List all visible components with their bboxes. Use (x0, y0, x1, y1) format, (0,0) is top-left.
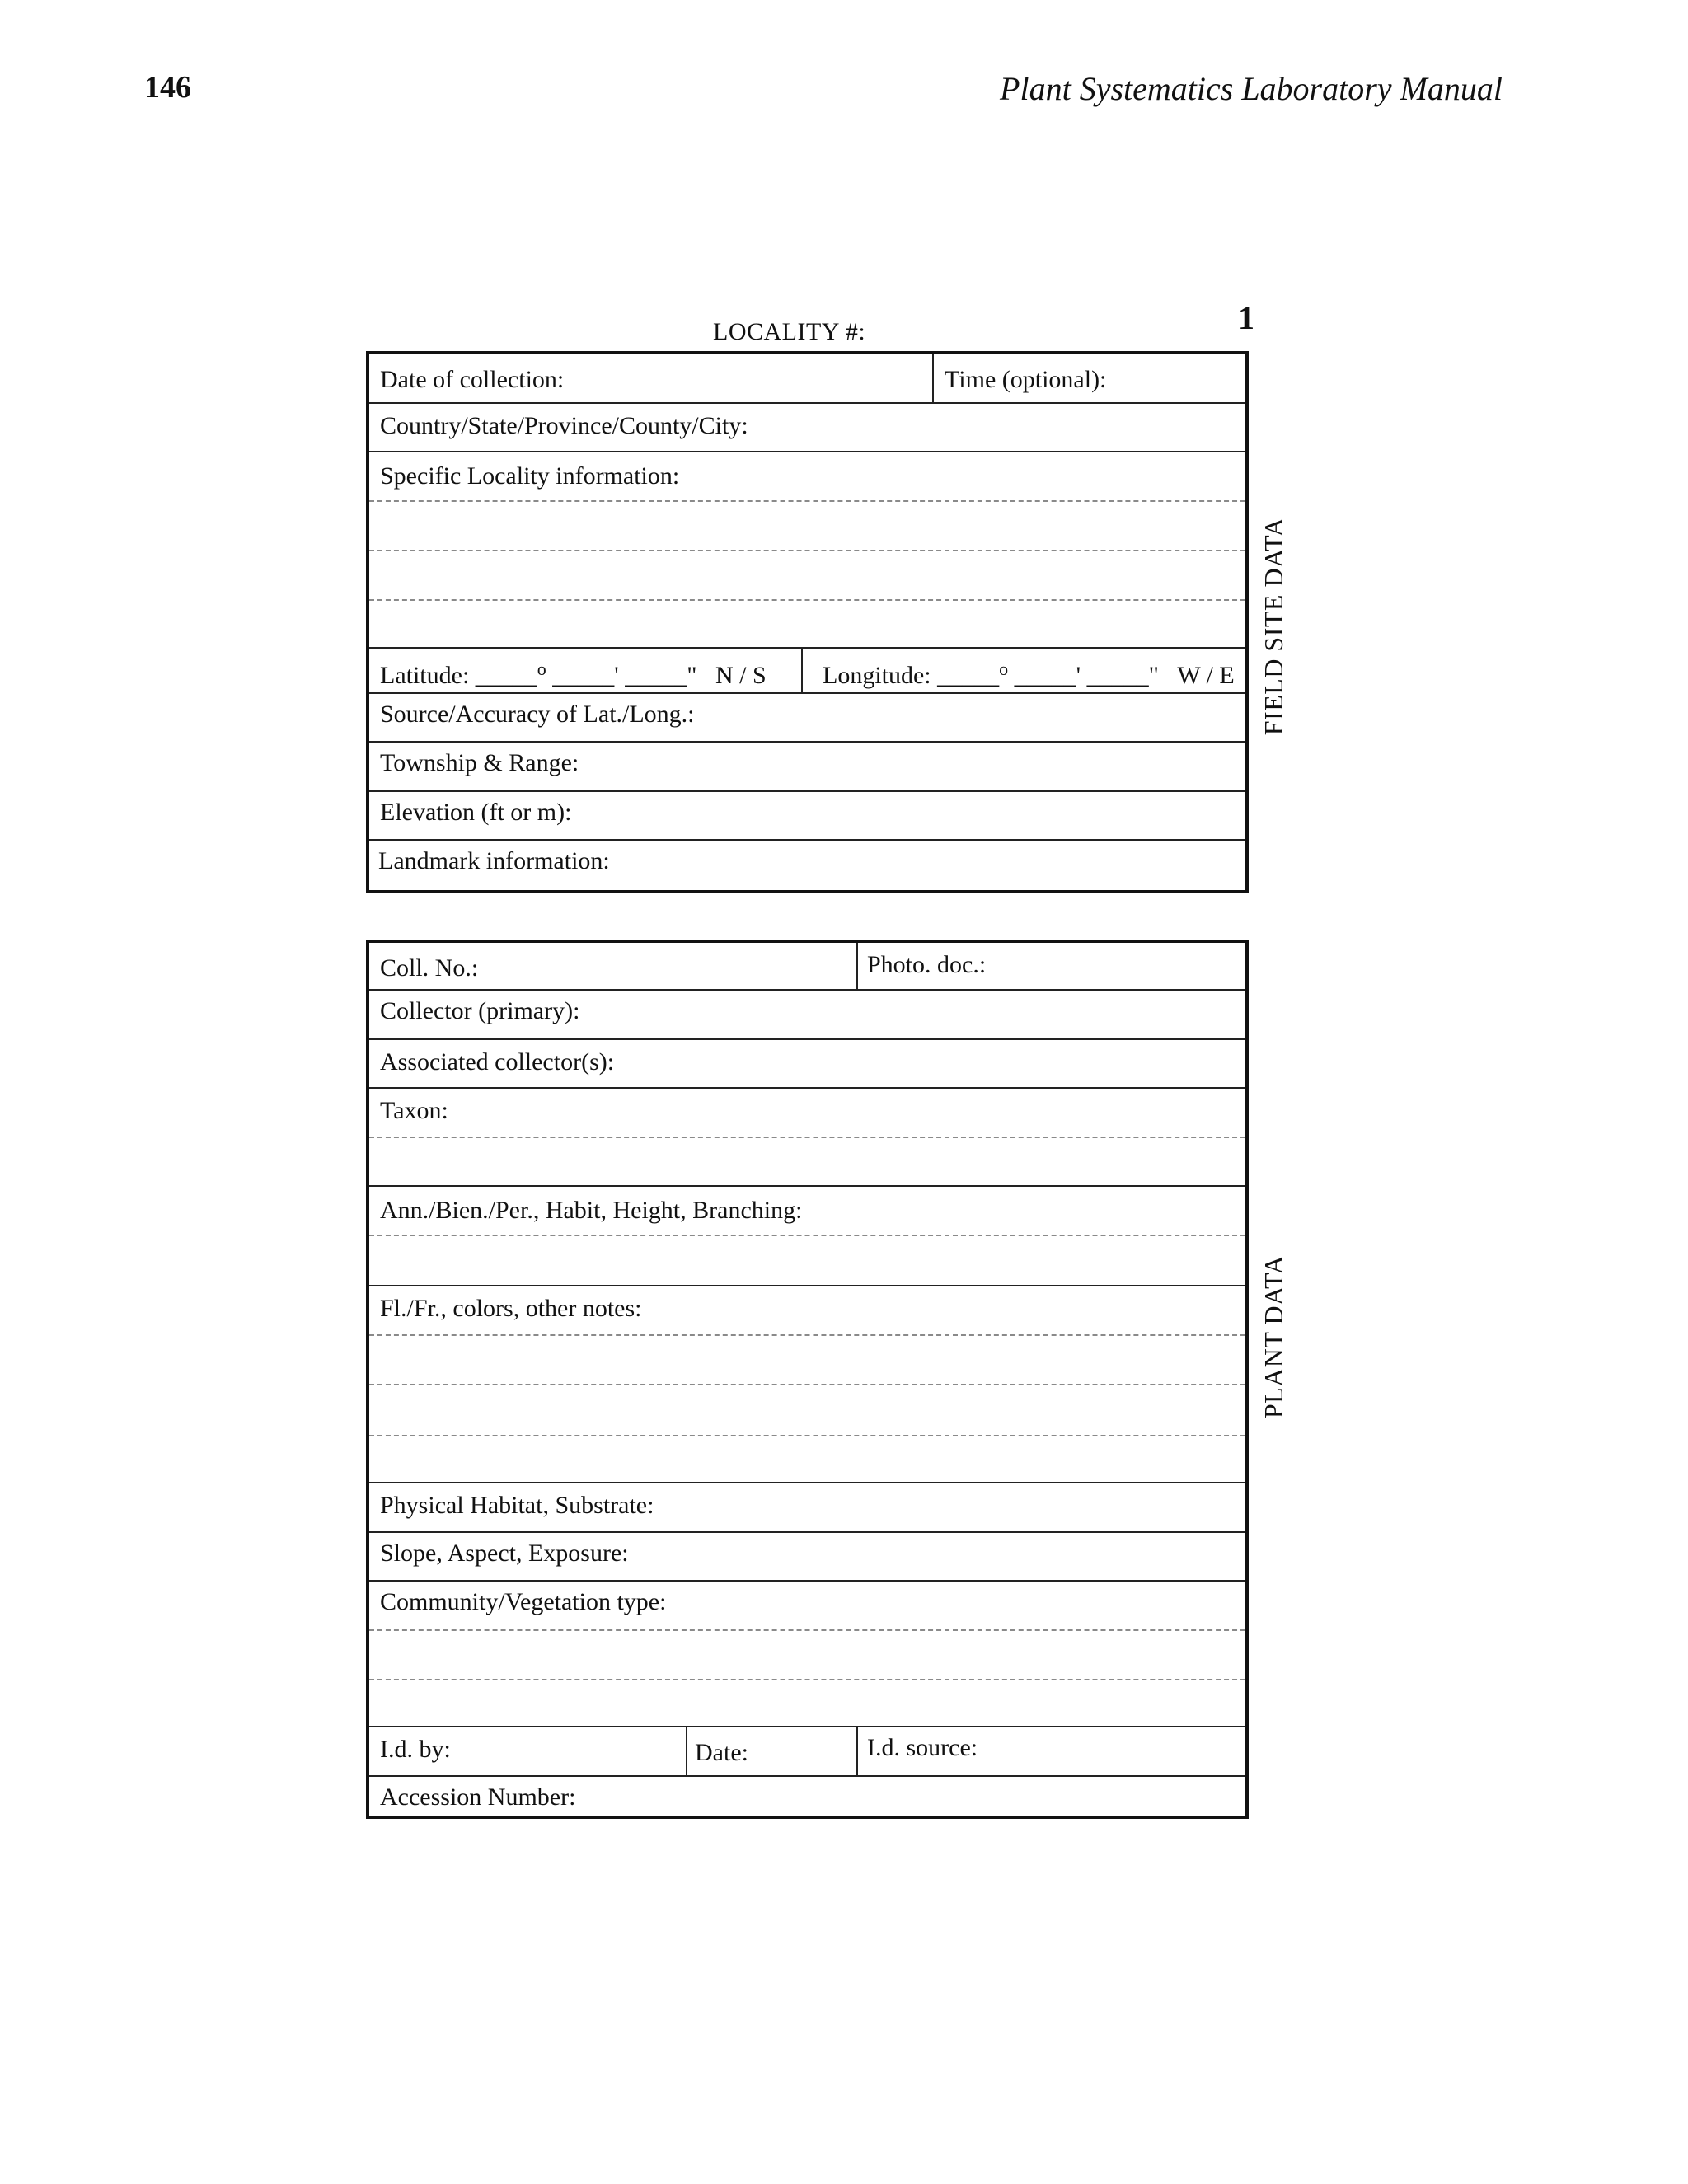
plant-data-side-label: PLANT DATA (1259, 1254, 1288, 1419)
id-source-field[interactable] (858, 1727, 1245, 1775)
longitude-field[interactable] (803, 649, 1245, 692)
locality-label: LOCALITY #: (713, 318, 866, 345)
writing-line (369, 550, 1245, 551)
latitude-field[interactable] (369, 649, 803, 692)
photo-doc-field[interactable] (858, 943, 1245, 989)
id-source-label: I.d. source: (867, 1734, 978, 1761)
flowers-fruits-block[interactable] (369, 1286, 1245, 1483)
collector-primary-label: Collector (primary): (380, 997, 580, 1024)
physical-habitat-label: Physical Habitat, Substrate: (380, 1492, 654, 1519)
coll-photo-row (369, 943, 1245, 991)
page-number: 146 (144, 70, 191, 105)
writing-line (369, 1629, 1245, 1631)
coll-no-field[interactable] (369, 943, 858, 989)
elevation-label: Elevation (ft or m): (380, 799, 572, 826)
plant-data-card (366, 940, 1249, 1819)
landmark-row[interactable] (369, 841, 1245, 890)
accession-number-label: Accession Number: (380, 1783, 576, 1811)
writing-line (369, 500, 1245, 502)
writing-line (369, 1679, 1245, 1680)
longitude-label: Longitude: _____$^o$ _____' _____" W / E (823, 658, 1235, 689)
specific-locality-block[interactable] (369, 452, 1245, 649)
collector-primary-row[interactable] (369, 991, 1245, 1040)
specific-locality-label: Specific Locality information: (380, 462, 680, 490)
community-block[interactable] (369, 1582, 1245, 1727)
flowers-fruits-label: Fl./Fr., colors, other notes: (380, 1295, 642, 1322)
writing-line (369, 1137, 1245, 1138)
photo-doc-label: Photo. doc.: (867, 951, 987, 978)
source-accuracy-row[interactable] (369, 694, 1245, 743)
field-site-data-side-label: FIELD SITE DATA (1259, 517, 1288, 736)
time-optional-label: Time (optional): (945, 366, 1107, 393)
date-of-collection-label: Date of collection: (380, 366, 565, 393)
township-range-label: Township & Range: (380, 749, 579, 776)
date-of-collection-field[interactable] (369, 354, 934, 402)
id-date-field[interactable] (687, 1727, 858, 1775)
coll-no-label: Coll. No.: (380, 954, 479, 982)
country-row[interactable] (369, 404, 1245, 452)
habit-block[interactable] (369, 1187, 1245, 1286)
id-by-field[interactable] (369, 1727, 687, 1775)
writing-line (369, 1334, 1245, 1336)
writing-line (369, 599, 1245, 601)
lat-long-row (369, 649, 1245, 694)
writing-line (369, 1435, 1245, 1436)
source-accuracy-label: Source/Accuracy of Lat./Long.: (380, 701, 695, 728)
slope-label: Slope, Aspect, Exposure: (380, 1540, 629, 1567)
elevation-row[interactable] (369, 792, 1245, 841)
accession-number-row[interactable] (369, 1777, 1245, 1819)
running-head: Plant Systematics Laboratory Manual (1000, 70, 1503, 107)
id-by-label: I.d. by: (380, 1736, 451, 1763)
writing-line (369, 1384, 1245, 1385)
writing-line (369, 1235, 1245, 1236)
taxon-label: Taxon: (380, 1097, 448, 1124)
landmark-label: Landmark information: (378, 847, 610, 874)
country-state-label: Country/State/Province/County/City: (380, 412, 748, 439)
identification-row (369, 1727, 1245, 1777)
form-number: 1 (1238, 299, 1254, 336)
associated-collectors-row[interactable] (369, 1040, 1245, 1089)
time-field[interactable] (934, 354, 1245, 402)
township-range-row[interactable] (369, 743, 1245, 792)
latitude-label: Latitude: _____$^o$ _____' _____" N / S (380, 658, 767, 689)
date-time-row (369, 354, 1245, 404)
physical-habitat-row[interactable] (369, 1483, 1245, 1533)
associated-collectors-label: Associated collector(s): (380, 1048, 615, 1076)
field-site-card (366, 351, 1249, 893)
slope-row[interactable] (369, 1533, 1245, 1582)
id-date-label: Date: (695, 1739, 748, 1766)
taxon-block[interactable] (369, 1089, 1245, 1187)
community-label: Community/Vegetation type: (380, 1588, 667, 1615)
habit-label: Ann./Bien./Per., Habit, Height, Branching: (380, 1197, 803, 1224)
